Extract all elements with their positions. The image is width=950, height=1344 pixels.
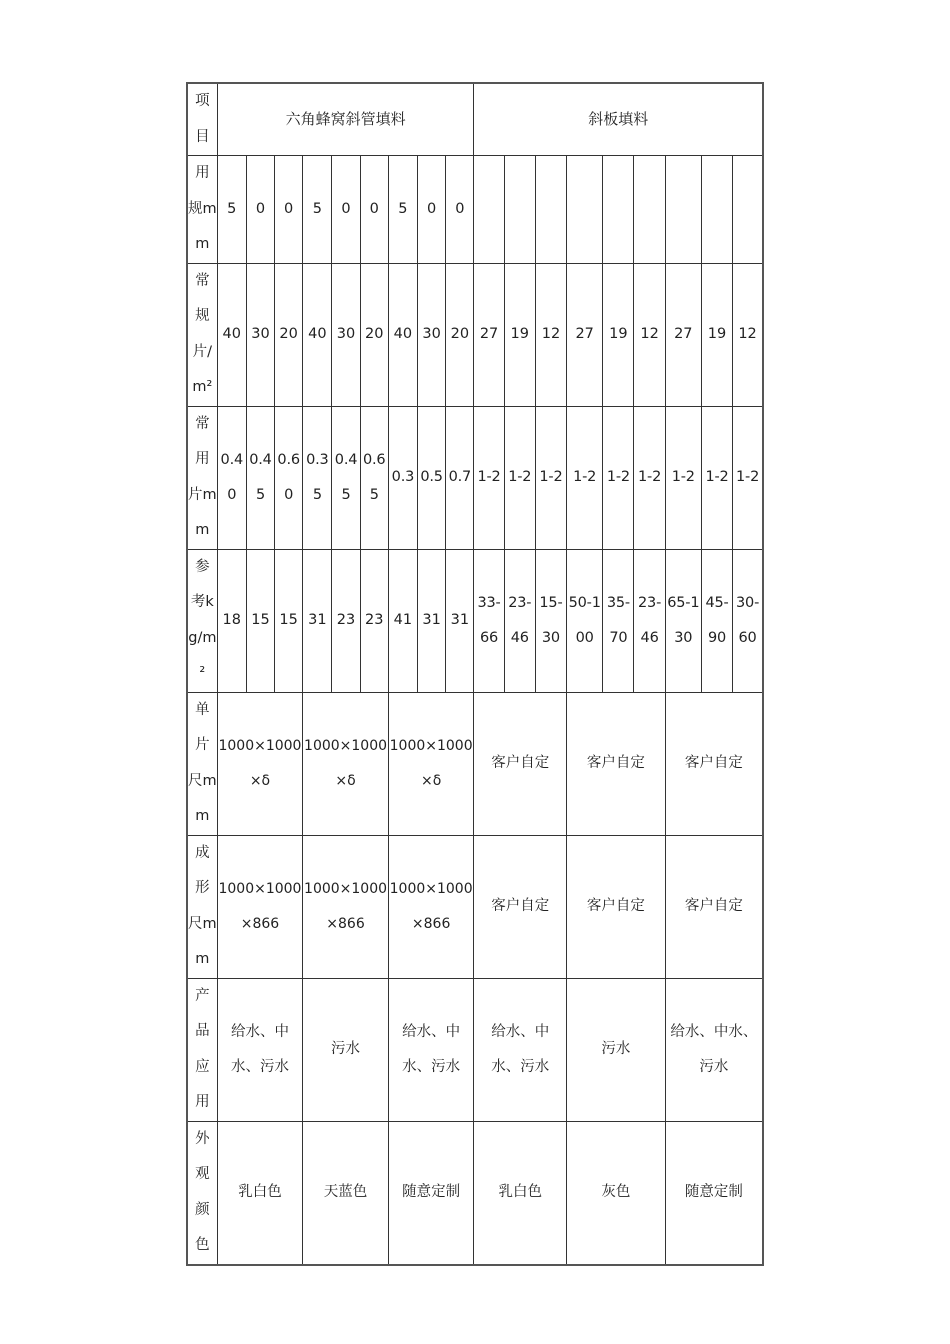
table-cell: 12	[733, 263, 763, 406]
table-cell: 客户自定	[567, 835, 666, 978]
table-cell: 5	[303, 156, 332, 264]
table-row	[187, 835, 763, 978]
table-cell	[567, 156, 603, 264]
table-cell: 1000×1000×866	[217, 835, 303, 978]
table-cell: 20	[275, 263, 303, 406]
table-cell: 1-2	[733, 406, 763, 549]
spec-table	[186, 82, 764, 1266]
table-cell: 1000×1000×866	[303, 835, 389, 978]
table-cell: 19	[701, 263, 732, 406]
table-cell: 0.35	[303, 406, 332, 549]
table-cell: 0.3	[388, 406, 417, 549]
table-cell: 天蓝色	[303, 1121, 389, 1265]
table-cell: 0.40	[217, 406, 246, 549]
table-cell: 23-46	[504, 549, 535, 692]
table-cell: 0.7	[446, 406, 474, 549]
table-cell: 0.45	[246, 406, 274, 549]
row-label: 常规片/m²	[187, 263, 217, 406]
table-cell: 1-2	[665, 406, 701, 549]
table-cell: 15-30	[535, 549, 566, 692]
table-cell: 0.5	[418, 406, 446, 549]
table-cell: 31	[418, 549, 446, 692]
table-row	[187, 263, 763, 406]
table-cell: 15	[246, 549, 274, 692]
table-cell: 23-46	[634, 549, 665, 692]
table-cell: 乳白色	[474, 1121, 567, 1265]
table-cell: 给水、中水、污水	[474, 978, 567, 1121]
table-cell: 23	[360, 549, 388, 692]
table-cell: 0	[246, 156, 274, 264]
table-cell: 给水、中水、污水	[388, 978, 474, 1121]
table-row	[187, 406, 763, 549]
table-cell: 1000×1000×866	[388, 835, 474, 978]
table-cell: 客户自定	[474, 692, 567, 835]
table-cell	[474, 156, 504, 264]
table-cell: 31	[446, 549, 474, 692]
table-cell	[701, 156, 732, 264]
table-cell: 0	[446, 156, 474, 264]
row-label: 外观颜色	[187, 1121, 217, 1265]
table-cell: 5	[388, 156, 417, 264]
table-cell	[665, 156, 701, 264]
table-cell: 1-2	[567, 406, 603, 549]
table-cell: 40	[217, 263, 246, 406]
table-cell: 0.65	[360, 406, 388, 549]
table-cell: 18	[217, 549, 246, 692]
row-label: 参考kg/m²	[187, 549, 217, 692]
table-cell: 随意定制	[388, 1121, 474, 1265]
table-cell: 35-70	[603, 549, 634, 692]
table-row	[187, 978, 763, 1121]
table-cell: 30	[246, 263, 274, 406]
table-cell: 客户自定	[665, 835, 763, 978]
table-cell: 灰色	[567, 1121, 666, 1265]
row-label: 单片尺mm	[187, 692, 217, 835]
table-cell: 污水	[303, 978, 389, 1121]
table-cell	[634, 156, 665, 264]
table-cell: 20	[446, 263, 474, 406]
table-cell: 1000×1000×δ	[217, 692, 303, 835]
table-row	[187, 1121, 763, 1265]
table-cell: 40	[388, 263, 417, 406]
item-header: 项目	[187, 83, 217, 156]
table-cell: 乳白色	[217, 1121, 303, 1265]
table-cell: 给水、中水、污水	[217, 978, 303, 1121]
table-cell: 12	[535, 263, 566, 406]
table-cell: 33-66	[474, 549, 504, 692]
row-label: 成形尺mm	[187, 835, 217, 978]
table-row	[187, 156, 763, 264]
table-cell: 0	[418, 156, 446, 264]
table-cell	[733, 156, 763, 264]
table-row	[187, 692, 763, 835]
table-cell: 30-60	[733, 549, 763, 692]
plate-header: 斜板填料	[474, 83, 763, 156]
table-cell: 0	[275, 156, 303, 264]
table-cell: 0	[332, 156, 360, 264]
table-cell: 19	[504, 263, 535, 406]
table-cell: 0.45	[332, 406, 360, 549]
table-cell: 1000×1000×δ	[303, 692, 389, 835]
table-cell: 0.60	[275, 406, 303, 549]
table-cell	[603, 156, 634, 264]
table-cell: 20	[360, 263, 388, 406]
table-cell: 31	[303, 549, 332, 692]
row-label: 用规mm	[187, 156, 217, 264]
row-label: 产品应用	[187, 978, 217, 1121]
table-cell: 客户自定	[665, 692, 763, 835]
table-cell: 1-2	[701, 406, 732, 549]
table-cell: 12	[634, 263, 665, 406]
table-cell: 1-2	[535, 406, 566, 549]
table-cell: 随意定制	[665, 1121, 763, 1265]
table-cell: 27	[665, 263, 701, 406]
table-cell: 污水	[567, 978, 666, 1121]
table-cell: 45-90	[701, 549, 732, 692]
table-cell: 1-2	[504, 406, 535, 549]
table-cell: 客户自定	[567, 692, 666, 835]
table-cell: 40	[303, 263, 332, 406]
honeycomb-header: 六角蜂窝斜管填料	[217, 83, 474, 156]
table-cell: 1-2	[634, 406, 665, 549]
table-cell: 5	[217, 156, 246, 264]
table-cell: 50-100	[567, 549, 603, 692]
table-cell: 30	[418, 263, 446, 406]
table-cell: 1-2	[603, 406, 634, 549]
table-cell: 19	[603, 263, 634, 406]
table-cell: 1000×1000×δ	[388, 692, 474, 835]
table-cell: 27	[474, 263, 504, 406]
table-cell: 41	[388, 549, 417, 692]
table-cell: 30	[332, 263, 360, 406]
table-cell: 给水、中水、污水	[665, 978, 763, 1121]
table-cell: 客户自定	[474, 835, 567, 978]
table-cell: 27	[567, 263, 603, 406]
row-label: 常用片mm	[187, 406, 217, 549]
table-cell	[504, 156, 535, 264]
table-row	[187, 549, 763, 692]
table-cell: 15	[275, 549, 303, 692]
table-cell: 0	[360, 156, 388, 264]
table-cell	[535, 156, 566, 264]
table-cell: 1-2	[474, 406, 504, 549]
table-cell: 23	[332, 549, 360, 692]
table-cell: 65-130	[665, 549, 701, 692]
header-row	[187, 83, 763, 156]
